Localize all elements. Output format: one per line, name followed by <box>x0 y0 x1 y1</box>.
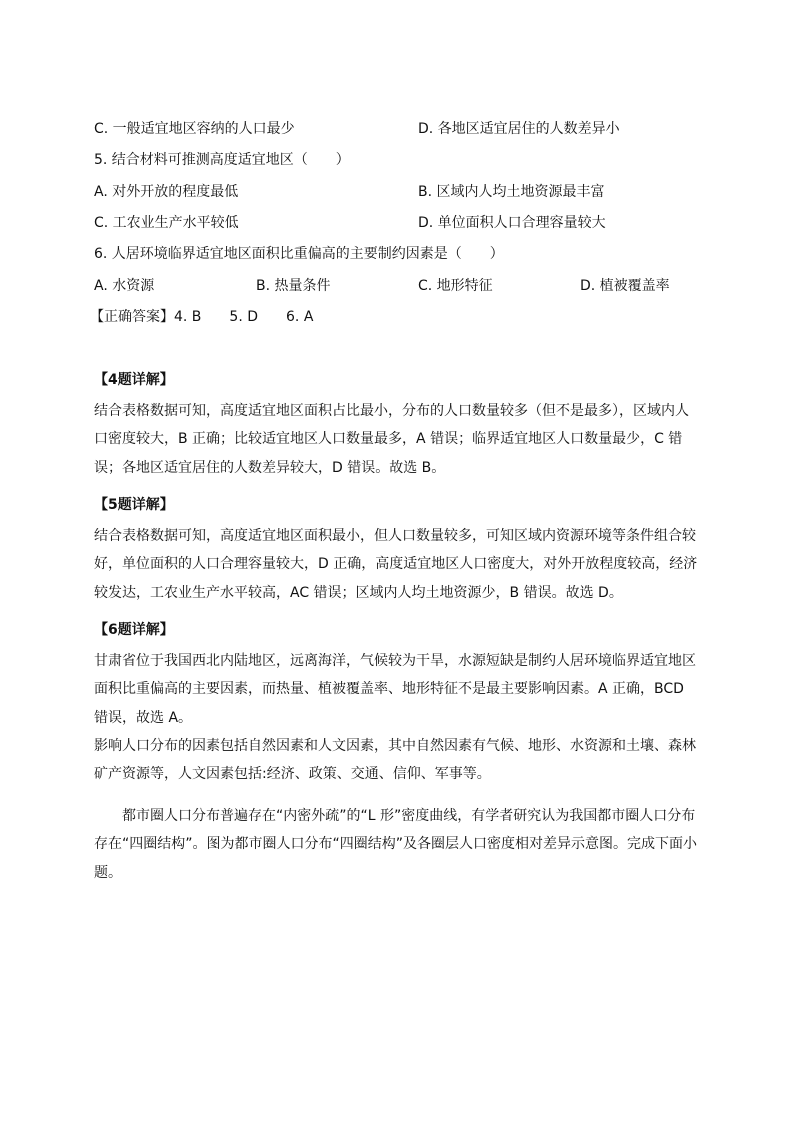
intro-line: 题。 <box>94 864 122 881</box>
answer-5: 5. D <box>229 309 259 325</box>
q6-option-b: B. 热量条件 <box>256 278 331 294</box>
detail-6-line: 甘肃省位于我国西北内陆地区，远离海洋，气候较为干旱，水源短缺是制约人居环境临界适宜地区 <box>94 653 696 669</box>
detail-5-line: 好，单位面积的人口合理容量较大，D 正确，高度适宜地区人口密度大，对外开放程度较高，经济 <box>94 556 698 573</box>
answer-label: 【正确答案】 <box>90 309 174 325</box>
detail-6-line: 错误，故选 A。 <box>94 709 193 726</box>
detail-6-line: 矿产资源等，人文因素包括:经济、政策、交通、信仰、军事等。 <box>94 766 491 783</box>
detail-4-line: 误；各地区适宜居住的人数差异较大，D 错误。故选 B。 <box>94 459 446 476</box>
detail-5-body <box>94 522 700 607</box>
detail-6-line: 影响人口分布的因素包括自然因素和人文因素，其中自然因素有气候、地形、水资源和土壤、森林 <box>94 737 696 754</box>
detail-4-body <box>94 397 700 482</box>
detail-4-line: 结合表格数据可知，高度适宜地区面积占比最小，分布的人口数量较多（但不是最多），区域内人 <box>94 403 689 419</box>
q5-option-b: B. 区域内人均土地资源最丰富 <box>418 184 605 200</box>
detail-5-line: 较发达，工农业生产水平较高，AC 错误；区域内人均土地资源少，B 错误。故选 D。 <box>94 584 623 601</box>
q6-option-d: D. 植被覆盖率 <box>580 278 670 294</box>
q5-option-c: C. 工农业生产水平较低 <box>94 215 239 231</box>
detail-6-line: 面积比重偏高的主要因素，而热量、植被覆盖率、地形特征不是最主要影响因素。A 正确，BCD <box>94 681 684 698</box>
q6-option-a: A. 水资源 <box>94 278 155 294</box>
next-question-intro <box>94 802 700 887</box>
q5-option-d: D. 单位面积人口合理容量较大 <box>418 215 606 231</box>
q4-option-c: C. 一般适宜地区容纳的人口最少 <box>94 121 295 137</box>
detail-4-line: 口密度较大，B 正确；比较适宜地区人口数量最多，A 错误；临界适宜地区人口数量最少，C 错 <box>94 431 683 448</box>
intro-line: 存在“四圈结构”。图为都市圈人口分布“四圈结构”及各圈层人口密度相对差异示意图。完成下面小 <box>94 836 698 853</box>
q4-option-d: D. 各地区适宜居住的人数差异小 <box>418 121 620 137</box>
detail-5-line: 结合表格数据可知，高度适宜地区面积最小，但人口数量较多，可知区域内资源环境等条件组合较 <box>94 528 696 544</box>
answer-4: 4. B <box>174 309 202 325</box>
q6-stem: 6. 人居环境临界适宜地区面积比重偏高的主要制约因素是（ ） <box>94 246 504 262</box>
q6-option-c: C. 地形特征 <box>418 278 493 294</box>
answer-6: 6. A <box>286 309 314 325</box>
q5-stem: 5. 结合材料可推测高度适宜地区（ ） <box>94 152 350 168</box>
detail-5-title: 【5题详解】 <box>94 497 174 513</box>
answer-line <box>90 307 341 327</box>
q5-option-a: A. 对外开放的程度最低 <box>94 184 239 200</box>
detail-6-title: 【6题详解】 <box>94 622 174 638</box>
intro-line: 都市圈人口分布普遍存在“内密外疏”的“L 形”密度曲线，有学者研究认为我国都市圈人口分布 <box>94 808 696 824</box>
detail-4-title: 【4题详解】 <box>94 372 174 388</box>
detail-6-body <box>94 647 700 788</box>
